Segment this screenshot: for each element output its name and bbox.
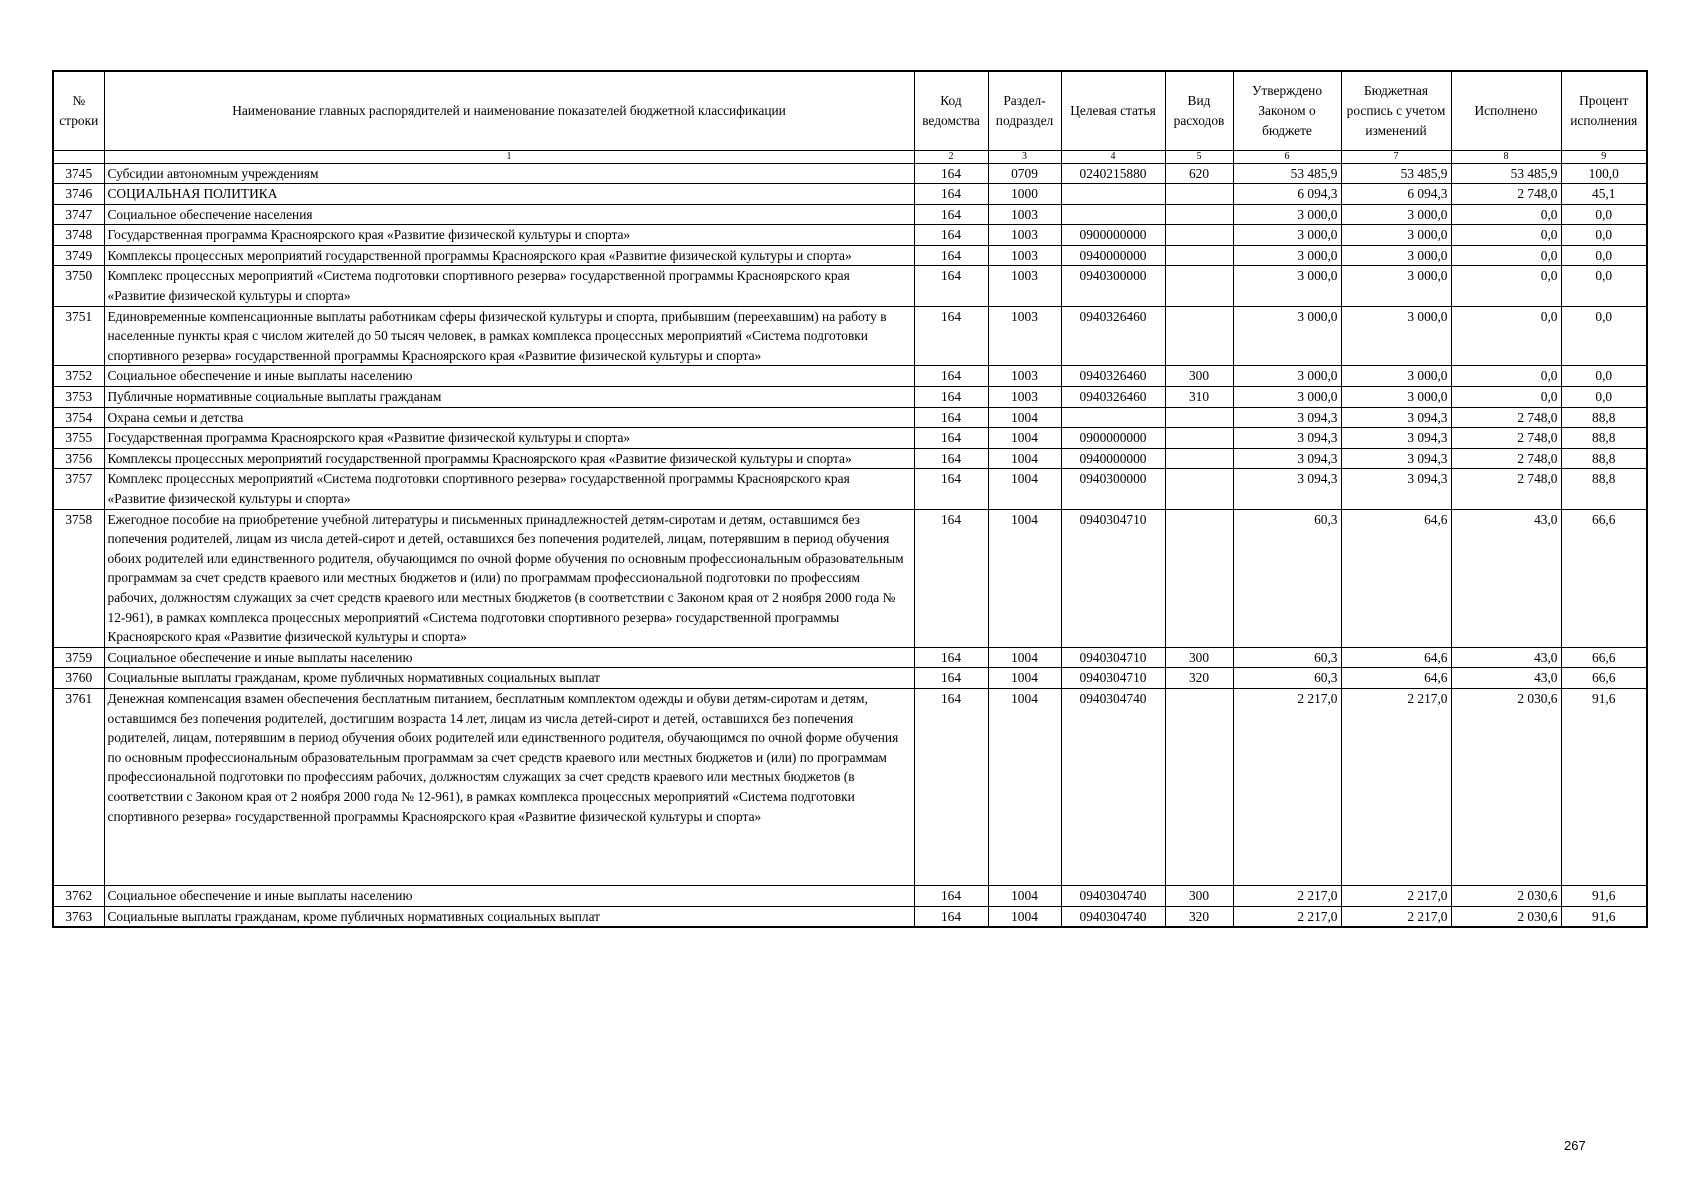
row-approved: 3 094,3 [1233,448,1341,469]
row-target-article [1061,184,1165,205]
row-approved: 3 000,0 [1233,225,1341,246]
row-target-article [1061,407,1165,428]
row-number: 3763 [53,906,104,927]
row-target-article: 0940304710 [1061,509,1165,647]
row-budget-schedule: 3 000,0 [1341,204,1451,225]
row-section: 1004 [988,688,1061,885]
row-dept-code: 164 [914,163,988,184]
row-section: 1003 [988,225,1061,246]
row-executed: 2 030,6 [1451,688,1561,885]
header-target-article: Целевая статья [1061,71,1165,150]
row-name: Государственная программа Красноярского края «Развитие физической культуры и спорта» [104,428,914,449]
row-section: 1004 [988,407,1061,428]
row-budget-schedule: 64,6 [1341,509,1451,647]
page-number: 267 [1564,1138,1586,1153]
header-row-number: № строки [53,71,104,150]
row-section: 1004 [988,469,1061,509]
row-target-article: 0940304740 [1061,906,1165,927]
row-budget-schedule: 3 094,3 [1341,407,1451,428]
table-row [53,428,1647,449]
table-body [53,163,1647,927]
table-row [53,469,1647,509]
row-number: 3748 [53,225,104,246]
header-approved: Утверждено Законом о бюджете [1233,71,1341,150]
row-expense-type [1165,407,1233,428]
row-name: Ежегодное пособие на приобретение учебной литературы и письменных принадлежностей детям-сиротам и детям, оставшимся без попечения родителей, лицам из числа детей-сирот и детей, оставшихся без попечения родителей, лицам, потерявшим в период обучения обоих родителей или единственного родителя, обучающимся по очной форме обучения по основным профессиональным образовательным программам за счет средств краевого или местных бюджетов и (или) по программам профессиональной подготовки по профессиям рабочих, должностям служащих за счет средств краевого или местных бюджетов (в соответствии с Законом края от 2 ноября 2000 года № 12-961), в рамках комплекса процессных мероприятий «Система подготовки спортивного резерва» государственной программы Красноярского края «Развитие физической культуры и спорта» [104,509,914,647]
row-expense-type [1165,204,1233,225]
row-percent: 0,0 [1561,306,1647,366]
row-percent: 66,6 [1561,668,1647,689]
row-number: 3751 [53,306,104,366]
row-target-article: 0940304710 [1061,668,1165,689]
row-budget-schedule: 3 000,0 [1341,245,1451,266]
row-target-article: 0900000000 [1061,225,1165,246]
row-number: 3756 [53,448,104,469]
row-section: 1004 [988,428,1061,449]
row-budget-schedule: 3 000,0 [1341,225,1451,246]
row-section: 1003 [988,387,1061,408]
table-row [53,668,1647,689]
row-dept-code: 164 [914,184,988,205]
row-name: Социальные выплаты гражданам, кроме публичных нормативных социальных выплат [104,668,914,689]
row-expense-type [1165,448,1233,469]
row-approved: 2 217,0 [1233,906,1341,927]
row-percent: 88,8 [1561,448,1647,469]
row-expense-type [1165,225,1233,246]
row-executed: 0,0 [1451,204,1561,225]
table-row [53,245,1647,266]
row-approved: 3 094,3 [1233,469,1341,509]
row-target-article: 0940300000 [1061,266,1165,306]
row-approved: 3 000,0 [1233,204,1341,225]
row-approved: 3 094,3 [1233,428,1341,449]
column-number: 4 [1061,150,1165,163]
row-expense-type: 300 [1165,647,1233,668]
row-approved: 2 217,0 [1233,885,1341,906]
table-row [53,509,1647,647]
header-dept-code: Код ведомства [914,71,988,150]
row-section: 1003 [988,366,1061,387]
row-percent: 45,1 [1561,184,1647,205]
header-name: Наименование главных распорядителей и наименование показателей бюджетной классификации [104,71,914,150]
row-dept-code: 164 [914,509,988,647]
row-number: 3757 [53,469,104,509]
table-row [53,906,1647,927]
row-expense-type: 320 [1165,668,1233,689]
row-approved: 3 000,0 [1233,245,1341,266]
column-number: 1 [104,150,914,163]
row-target-article: 0940304710 [1061,647,1165,668]
table-row [53,225,1647,246]
row-budget-schedule: 3 094,3 [1341,469,1451,509]
row-percent: 88,8 [1561,428,1647,449]
budget-table [52,70,1648,928]
row-name: Субсидии автономным учреждениям [104,163,914,184]
row-executed: 0,0 [1451,266,1561,306]
row-expense-type [1165,306,1233,366]
row-percent: 66,6 [1561,509,1647,647]
row-number: 3752 [53,366,104,387]
column-number: 5 [1165,150,1233,163]
row-percent: 91,6 [1561,688,1647,885]
row-target-article [1061,204,1165,225]
row-executed: 2 748,0 [1451,469,1561,509]
row-target-article: 0940326460 [1061,366,1165,387]
row-dept-code: 164 [914,647,988,668]
row-expense-type: 300 [1165,885,1233,906]
row-number: 3750 [53,266,104,306]
table-row [53,407,1647,428]
row-name: Государственная программа Красноярского края «Развитие физической культуры и спорта» [104,225,914,246]
row-section: 1003 [988,266,1061,306]
row-percent: 88,8 [1561,469,1647,509]
table-row [53,306,1647,366]
row-dept-code: 164 [914,225,988,246]
row-target-article: 0940326460 [1061,387,1165,408]
row-dept-code: 164 [914,668,988,689]
row-budget-schedule: 3 094,3 [1341,428,1451,449]
row-percent: 0,0 [1561,266,1647,306]
row-section: 1003 [988,245,1061,266]
row-name: Комплексы процессных мероприятий государственной программы Красноярского края «Развитие физической культуры и спорта» [104,245,914,266]
row-budget-schedule: 6 094,3 [1341,184,1451,205]
row-section: 1004 [988,448,1061,469]
row-number: 3760 [53,668,104,689]
table-row [53,163,1647,184]
row-section: 1004 [988,647,1061,668]
row-name: СОЦИАЛЬНАЯ ПОЛИТИКА [104,184,914,205]
table-row [53,366,1647,387]
column-number: 3 [988,150,1061,163]
table-row [53,184,1647,205]
row-dept-code: 164 [914,407,988,428]
header-budget-schedule: Бюджетная роспись с учетом изменений [1341,71,1451,150]
row-section: 1004 [988,509,1061,647]
header-executed: Исполнено [1451,71,1561,150]
row-name: Единовременные компенсационные выплаты работникам сферы физической культуры и спорта, прибывшим (переехавшим) на работу в населенные пункты края с числом жителей до 50 тысяч человек, в рамках комплекса процессных мероприятий «Система подготовки спортивного резерва» государственной программы Красноярского края «Развитие физической культуры и спорта» [104,306,914,366]
row-budget-schedule: 3 000,0 [1341,306,1451,366]
row-executed: 2 748,0 [1451,184,1561,205]
row-executed: 2 030,6 [1451,906,1561,927]
row-approved: 3 000,0 [1233,306,1341,366]
table-row [53,885,1647,906]
row-executed: 0,0 [1451,225,1561,246]
row-number: 3762 [53,885,104,906]
row-executed: 0,0 [1451,387,1561,408]
row-executed: 0,0 [1451,245,1561,266]
row-target-article: 0900000000 [1061,428,1165,449]
row-dept-code: 164 [914,387,988,408]
row-percent: 91,6 [1561,885,1647,906]
row-dept-code: 164 [914,266,988,306]
header-section: Раздел-подраздел [988,71,1061,150]
row-target-article: 0940000000 [1061,448,1165,469]
table-row [53,448,1647,469]
row-target-article: 0940326460 [1061,306,1165,366]
row-percent: 0,0 [1561,387,1647,408]
row-expense-type: 320 [1165,906,1233,927]
row-approved: 3 000,0 [1233,387,1341,408]
row-name: Публичные нормативные социальные выплаты гражданам [104,387,914,408]
row-target-article: 0940000000 [1061,245,1165,266]
row-target-article: 0940304740 [1061,688,1165,885]
row-budget-schedule: 2 217,0 [1341,906,1451,927]
column-number [53,150,104,163]
row-percent: 0,0 [1561,225,1647,246]
row-name: Денежная компенсация взамен обеспечения бесплатным питанием, бесплатным комплектом одежды и обуви детям-сиротам и детям, оставшимся без попечения родителей, достигшим возраста 14 лет, лицам из числа детей-сирот и детей, оставшихся без попечения родителей, лицам, потерявшим в период обучения обоих родителей или единственного родителя, обучающимся по очной форме обучения по основным профессиональным образовательным программам за счет средств краевого или местных бюджетов и (или) по программам профессиональной подготовки по профессиям рабочих, должностям служащих за счет средств краевого или местных бюджетов (в соответствии с Законом края от 2 ноября 2000 года № 12-961), в рамках комплекса процессных мероприятий «Система подготовки спортивного резерва» государственной программы Красноярского края «Развитие физической культуры и спорта» [104,688,914,885]
column-number: 9 [1561,150,1647,163]
row-dept-code: 164 [914,906,988,927]
row-name: Комплекс процессных мероприятий «Система подготовки спортивного резерва» государственной программы Красноярского края «Развитие физической культуры и спорта» [104,469,914,509]
column-number: 6 [1233,150,1341,163]
row-expense-type [1165,266,1233,306]
row-name: Социальное обеспечение и иные выплаты населению [104,885,914,906]
row-dept-code: 164 [914,448,988,469]
row-number: 3749 [53,245,104,266]
table-row [53,647,1647,668]
row-dept-code: 164 [914,688,988,885]
row-budget-schedule: 53 485,9 [1341,163,1451,184]
row-executed: 2 748,0 [1451,428,1561,449]
row-section: 1003 [988,204,1061,225]
row-name: Социальное обеспечение населения [104,204,914,225]
row-approved: 60,3 [1233,647,1341,668]
row-percent: 91,6 [1561,906,1647,927]
row-section: 1004 [988,906,1061,927]
row-executed: 43,0 [1451,668,1561,689]
row-section: 1000 [988,184,1061,205]
row-budget-schedule: 3 000,0 [1341,366,1451,387]
table-row [53,266,1647,306]
row-approved: 53 485,9 [1233,163,1341,184]
row-executed: 43,0 [1451,647,1561,668]
row-dept-code: 164 [914,428,988,449]
row-expense-type [1165,184,1233,205]
row-section: 1004 [988,668,1061,689]
row-dept-code: 164 [914,204,988,225]
row-expense-type [1165,509,1233,647]
header-percent: Процент исполнения [1561,71,1647,150]
row-percent: 88,8 [1561,407,1647,428]
row-target-article: 0940300000 [1061,469,1165,509]
header-row [53,71,1647,150]
header-expense-type: Вид расходов [1165,71,1233,150]
row-number: 3761 [53,688,104,885]
row-expense-type [1165,688,1233,885]
row-name: Комплекс процессных мероприятий «Система подготовки спортивного резерва» государственной программы Красноярского края «Развитие физической культуры и спорта» [104,266,914,306]
row-executed: 53 485,9 [1451,163,1561,184]
table-row [53,688,1647,885]
table-row [53,387,1647,408]
row-percent: 0,0 [1561,366,1647,387]
column-number: 2 [914,150,988,163]
row-budget-schedule: 64,6 [1341,668,1451,689]
row-approved: 60,3 [1233,668,1341,689]
row-executed: 43,0 [1451,509,1561,647]
row-percent: 0,0 [1561,245,1647,266]
row-number: 3755 [53,428,104,449]
row-dept-code: 164 [914,469,988,509]
row-number: 3758 [53,509,104,647]
row-executed: 2 748,0 [1451,407,1561,428]
row-expense-type: 310 [1165,387,1233,408]
row-name: Социальные выплаты гражданам, кроме публичных нормативных социальных выплат [104,906,914,927]
row-expense-type [1165,428,1233,449]
row-approved: 6 094,3 [1233,184,1341,205]
column-number: 7 [1341,150,1451,163]
row-budget-schedule: 2 217,0 [1341,885,1451,906]
row-approved: 60,3 [1233,509,1341,647]
row-number: 3747 [53,204,104,225]
row-name: Охрана семьи и детства [104,407,914,428]
row-name: Социальное обеспечение и иные выплаты населению [104,366,914,387]
row-budget-schedule: 3 000,0 [1341,387,1451,408]
row-section: 1004 [988,885,1061,906]
row-target-article: 0240215880 [1061,163,1165,184]
row-number: 3759 [53,647,104,668]
row-approved: 3 000,0 [1233,266,1341,306]
row-percent: 66,6 [1561,647,1647,668]
row-dept-code: 164 [914,366,988,387]
row-expense-type: 620 [1165,163,1233,184]
row-dept-code: 164 [914,245,988,266]
row-executed: 0,0 [1451,366,1561,387]
row-percent: 0,0 [1561,204,1647,225]
row-expense-type [1165,245,1233,266]
row-number: 3753 [53,387,104,408]
row-executed: 0,0 [1451,306,1561,366]
row-name: Комплексы процессных мероприятий государственной программы Красноярского края «Развитие физической культуры и спорта» [104,448,914,469]
row-budget-schedule: 3 000,0 [1341,266,1451,306]
row-target-article: 0940304740 [1061,885,1165,906]
table-row [53,204,1647,225]
row-approved: 3 094,3 [1233,407,1341,428]
row-budget-schedule: 2 217,0 [1341,688,1451,885]
row-expense-type: 300 [1165,366,1233,387]
row-approved: 3 000,0 [1233,366,1341,387]
row-executed: 2 748,0 [1451,448,1561,469]
row-number: 3754 [53,407,104,428]
column-number: 8 [1451,150,1561,163]
row-budget-schedule: 64,6 [1341,647,1451,668]
row-dept-code: 164 [914,885,988,906]
row-approved: 2 217,0 [1233,688,1341,885]
row-executed: 2 030,6 [1451,885,1561,906]
row-number: 3745 [53,163,104,184]
row-percent: 100,0 [1561,163,1647,184]
row-expense-type [1165,469,1233,509]
column-number-row [53,150,1647,163]
row-section: 1003 [988,306,1061,366]
row-dept-code: 164 [914,306,988,366]
row-section: 0709 [988,163,1061,184]
row-name: Социальное обеспечение и иные выплаты населению [104,647,914,668]
row-budget-schedule: 3 094,3 [1341,448,1451,469]
row-number: 3746 [53,184,104,205]
